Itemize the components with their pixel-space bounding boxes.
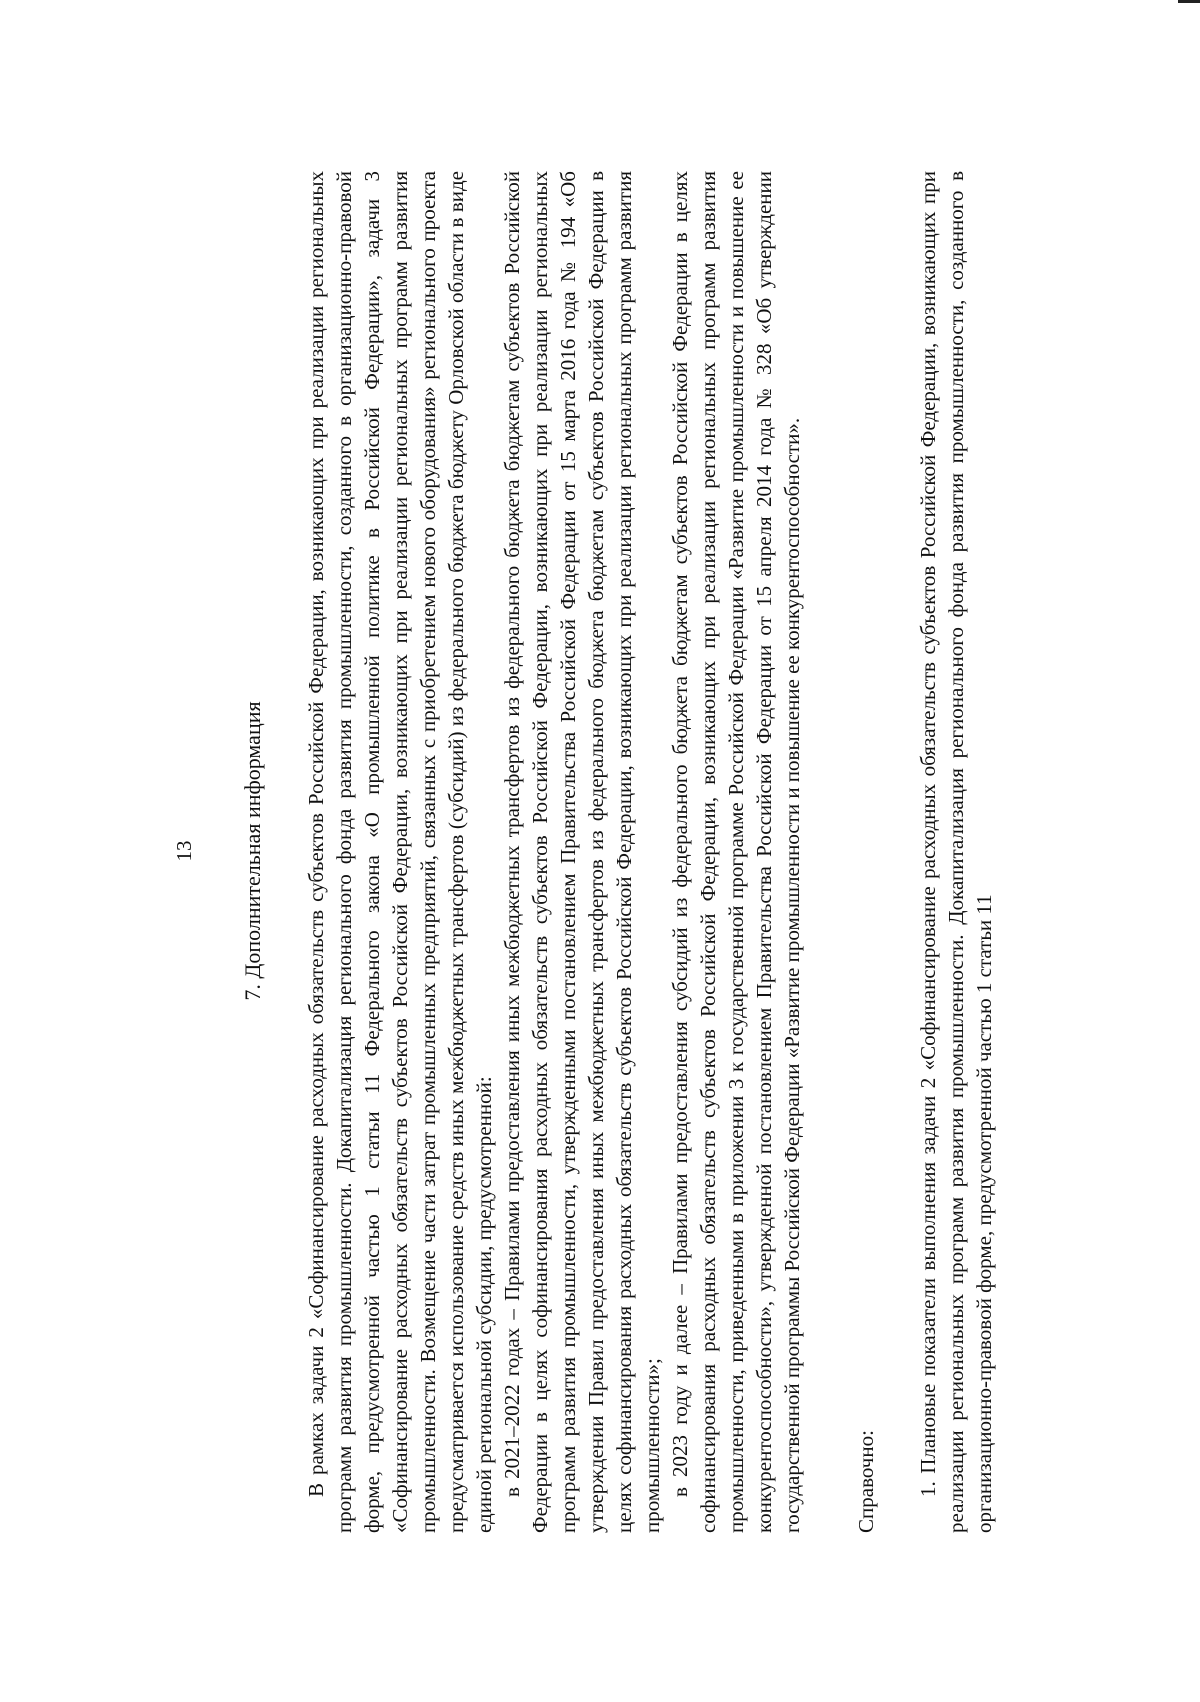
paragraph-intro: В рамках задачи 2 «Софинансирование расходных обязательств субъектов Российской Федерации, возникающих при реализации региональных программ развития промышленности. Докапитализация регионального фонда развития промышленности, созданного в организационно-правовой форме, предусмотренной частью 1 статьи 11 Федерального закона «О промышленной политике в Российской Федерации», задачи 3 «Софинансирование расходных обязательств субъектов Российской Федерации, возникающих при реализации региональных программ развития промышленности. Возмещение части затрат промышленных предприятий, связанных с приобретением нового оборудования» регионального проекта предусматривается использование средств иных межбюджетных трансфертов (субсидий) из федерального бюджета бюджету Орловской области в виде единой региональной субсидии, предусмотренной:: [304, 171, 496, 1533]
reference-paragraph: 1. Плановые показатели выполнения задачи 2 «Софинансирование расходных обязательств субъектов Российской Федерации, возникающих при реализации региональных программ развития промышленности. Докапитализация регионального фонда развития промышленности, созданного в организационно-правовой форме, предусмотренной частью 1 статьи 11: [916, 171, 996, 1533]
scan-edge-mark: [1178, 0, 1200, 3]
rotated-document-page: [80, 71, 1120, 1631]
reference-label: Справочно:: [854, 1430, 878, 1533]
section-title: 7. Дополнительная информация: [240, 701, 265, 1001]
paragraph-2021-2022: в 2021–2022 годах – Правилами предоставления иных межбюджетных трансфертов из федерального бюджета бюджетам субъектов Российской Федерации в целях софинансирования расходных обязательств субъектов Российской Федерации, возникающих при реализации региональных программ развития промышленности, утвержденными постановлением Правительства Российской Федерации от 15 марта 2016 года № 194 «Об утверждении Правил предоставления иных межбюджетных трансфертов из федерального бюджета бюджетам субъектов Российской Федерации в целях софинансирования расходных обязательств субъектов Российской Федерации, возникающих при реализации региональных программ развития промышленности»;: [500, 171, 664, 1533]
document-body: [302, 171, 998, 1533]
page-number: 13: [172, 840, 196, 862]
paragraph-2023: в 2023 году и далее – Правилами предоставления субсидий из федерального бюджета бюджетам субъектов Российской Федерации в целях софинансирования расходных обязательств субъектов Российской Федерации, возникающих при реализации региональных программ развития промышленности, приведенными в приложении 3 к государственной программе Российской Федерации «Развитие промышленности и повышение ее конкурентоспособности», утвержденной постановлением Правительства Российской Федерации от 15 апреля 2014 года № 328 «Об утверждении государственной программы Российской Федерации «Развитие промышленности и повышение ее конкурентоспособности».: [668, 171, 804, 1533]
